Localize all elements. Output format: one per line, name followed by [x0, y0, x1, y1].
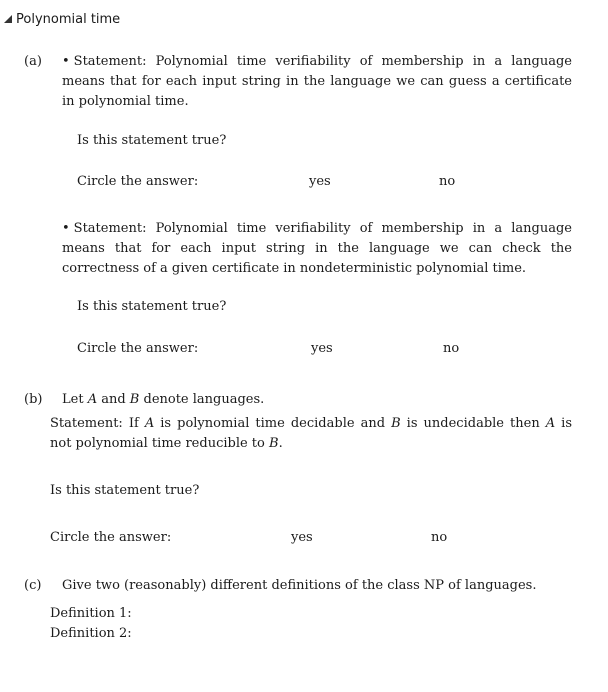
collapse-triangle-icon[interactable] — [4, 15, 12, 23]
part-b-question: Is this statement true? — [50, 483, 200, 498]
part-c-label: (c) — [24, 578, 42, 593]
part-a-q2-circle-label: Circle the answer: — [77, 341, 199, 356]
bullet-icon: • — [62, 221, 70, 236]
part-a-q1-no-option[interactable]: no — [439, 174, 456, 189]
part-b-statement: Statement: If A is polynomial time decidable and B is undecidable then A is not polynomial time reducible to B. — [50, 416, 572, 451]
part-a-q1-question: Is this statement true? — [77, 133, 227, 148]
part-a-q1-statement: • Statement: Polynomial time verifiability of membership in a language means that for each input string in the language we can guess a certificate in polynomial time. — [62, 54, 572, 109]
part-b-label: (b) — [24, 392, 43, 407]
part-a-q2-question: Is this statement true? — [77, 299, 227, 314]
section-heading[interactable] — [4, 12, 120, 27]
part-a-q1-circle-label: Circle the answer: — [77, 174, 199, 189]
bullet-icon: • — [62, 54, 70, 69]
part-b-circle-label: Circle the answer: — [50, 530, 172, 545]
part-a-q2-no-option[interactable]: no — [443, 341, 460, 356]
part-a-q2-statement: • Statement: Polynomial time verifiability of membership in a language means that for each input string in the language we can check the correctness of a given certificate in nondeterministic polynomial time. — [62, 221, 572, 276]
part-a-label: (a) — [24, 54, 42, 69]
part-a-q1-yes-option[interactable]: yes — [309, 174, 331, 189]
part-b-intro: Let A and B denote languages. — [62, 392, 265, 407]
definition-2-label: Definition 2: — [50, 626, 132, 641]
part-a-q2-yes-option[interactable]: yes — [311, 341, 333, 356]
definition-1-label: Definition 1: — [50, 606, 132, 621]
part-b-no-option[interactable]: no — [431, 530, 448, 545]
part-c-prompt: Give two (reasonably) different definitions of the class NP of languages. — [62, 578, 537, 593]
section-title: Polynomial time — [16, 12, 121, 27]
part-b-yes-option[interactable]: yes — [291, 530, 313, 545]
